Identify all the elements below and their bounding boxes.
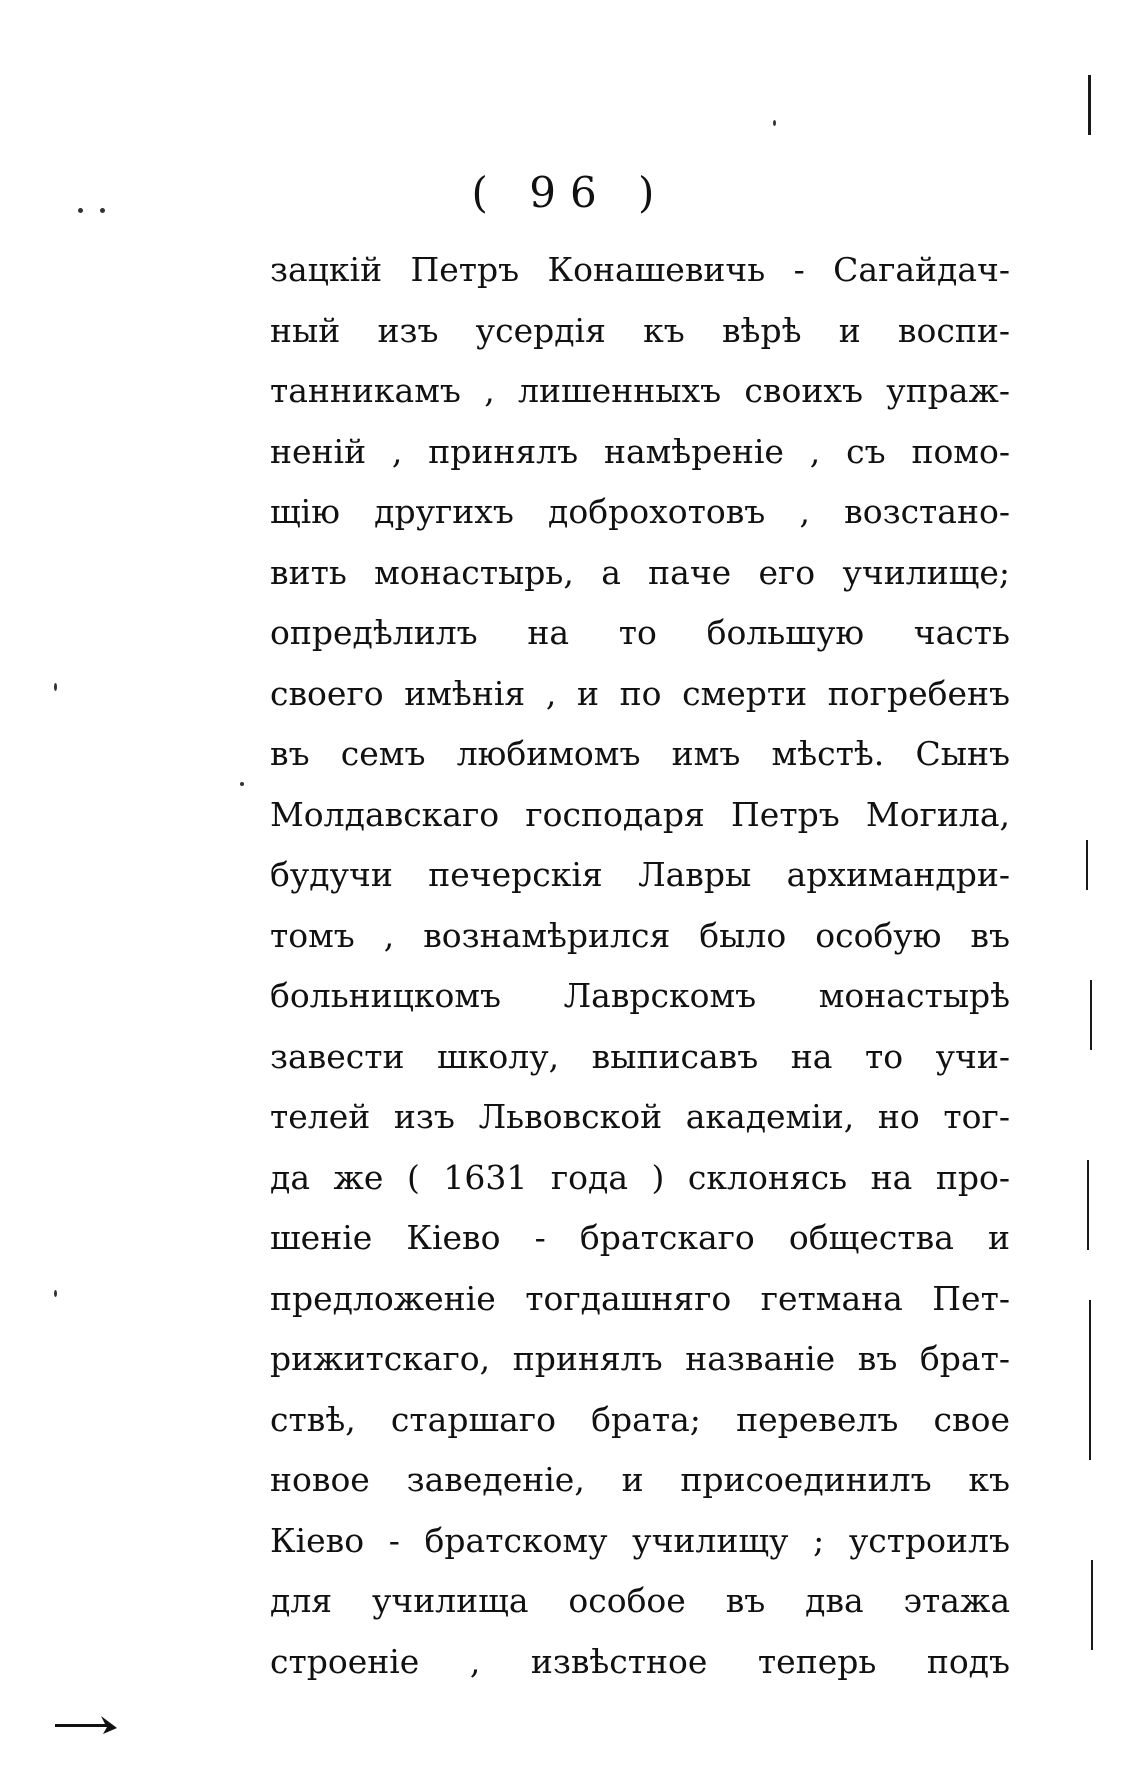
text-line: завести школу, выписавъ на то учи- (270, 1036, 1010, 1076)
text-line: больницкомъ Лаврскомъ монастырѣ (270, 976, 1010, 1015)
binding-edge-line (1089, 1300, 1091, 1460)
text-line: своего имѣнія , и по смерти погребенъ (270, 673, 1010, 713)
text-line: да же ( 1631 года ) склонясь на про- (270, 1157, 1010, 1197)
binding-edge-line (1087, 1160, 1089, 1250)
text-line: новое заведеніе, и присоединилъ къ (270, 1460, 1010, 1499)
scan-speck (78, 208, 83, 213)
scan-speck (240, 782, 244, 786)
text-line: танникамъ , лишенныхъ своихъ упраж- (270, 371, 1010, 410)
text-line: рижитскаго, принялъ названіе въ брат- (270, 1339, 1010, 1378)
binding-edge-line (1088, 75, 1091, 135)
text-line: для училища особое въ два этажа (270, 1581, 1010, 1620)
text-line: строеніе , извѣстное теперь подъ (270, 1641, 1010, 1681)
text-line: шеніе Кіево - братскаго общества и (270, 1218, 1010, 1257)
text-line: щію другихъ доброхотовъ , возстано- (270, 492, 1010, 531)
binding-edge-line (1091, 1560, 1093, 1650)
scan-speck (773, 120, 776, 126)
binding-edge-line (1086, 840, 1088, 890)
text-line: будучи печерскія Лавры архимандри- (270, 855, 1010, 894)
text-line: ный изъ усердія къ вѣрѣ и воспи- (270, 310, 1010, 350)
scan-speck (54, 683, 57, 691)
text-line: зацкій Петръ Конашевичь - Сагайдач- (270, 250, 1010, 289)
text-line: въ семъ любимомъ имъ мѣстѣ. Сынъ (270, 734, 1010, 773)
text-line: ствѣ, старшаго брата; перевелъ свое (270, 1399, 1010, 1439)
text-line: Кіево - братскому училищу ; устроилъ (270, 1520, 1010, 1560)
body-text (270, 240, 1010, 1692)
scan-speck (100, 208, 105, 213)
page-number: ( 96 ) (471, 168, 669, 217)
text-line: телей изъ Львовской академіи, но тог- (270, 1097, 1010, 1136)
text-line: вить монастырь, а паче его училище; (270, 552, 1010, 592)
text-line: предложеніе тогдашняго гетмана Пет- (270, 1278, 1010, 1318)
scan-speck (54, 1290, 57, 1297)
text-line: опредѣлилъ на то большую часть (270, 613, 1010, 652)
binding-edge-line (1090, 980, 1092, 1050)
corner-arrow-mark (55, 1706, 135, 1736)
text-line: неній , принялъ намѣреніе , съ помо- (270, 431, 1010, 471)
text-line: томъ , вознамѣрился было особую въ (270, 915, 1010, 955)
text-line: Молдавскаго господаря Петръ Могила, (270, 794, 1010, 834)
